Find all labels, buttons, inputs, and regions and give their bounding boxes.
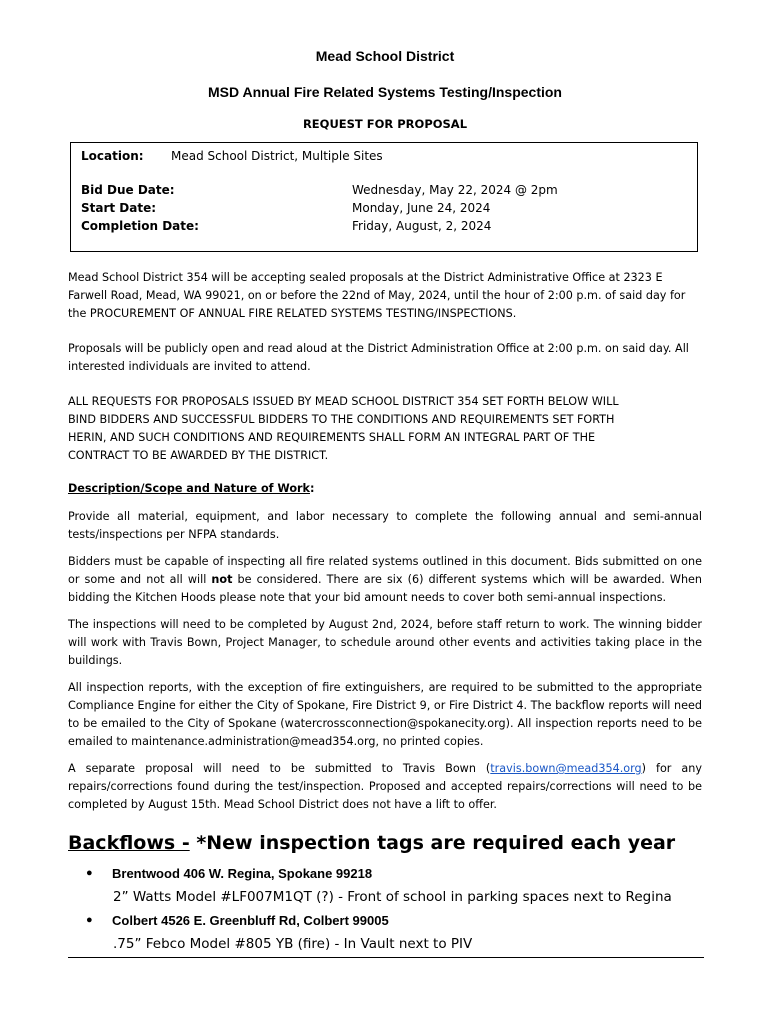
bid-due-value: Wednesday, May 22, 2024 @ 2pm [352,183,558,197]
backflows-heading-rest: *New inspection tags are required each year [189,832,676,854]
paragraph-bidders [68,553,702,607]
backflow-detail-2: .75” Febco Model #805 YB (fire) - In Vault next to PIV [113,936,473,952]
bidders-text-a: Bidders must be capable of inspecting all fire related systems outlined in this document. Bids submitted on one or some and not all will [68,555,702,586]
bullet-icon: ● [86,867,93,879]
backflow-site-1 [88,866,372,881]
completion-date-value: Friday, August, 2, 2024 [352,219,492,233]
scope-heading: Description/Scope and Nature of Work [68,482,310,495]
conditions-line-1: ALL REQUESTS FOR PROPOSALS ISSUED BY MEAD SCHOOL DISTRICT 354 SET FORTH BELOW WILL [68,395,619,408]
bid-due-label: Bid Due Date: [81,183,175,197]
location-label: Location: [81,149,144,163]
bullet-icon: ● [86,914,93,926]
conditions-line-2: BIND BIDDERS AND SUCCESSFUL BIDDERS TO THE CONDITIONS AND REQUIREMENTS SET FORTH [68,413,615,426]
document-title: MSD Annual Fire Related Systems Testing/Inspection [208,84,562,100]
paragraph-intro: Mead School District 354 will be accepting sealed proposals at the District Administrative Office at 2323 E Farwell Road, Mead, WA 99021, on or before the 22nd of May, 2024, until the hour of 2:00 p.m. of said day for the PROCUREMENT OF ANNUAL FIRE RELATED SYSTEMS TESTING/INSPECTIONS. [68,271,686,320]
repairs-text-a: A separate proposal will need to be submitted to Travis Bown ( [68,762,491,775]
bidders-text-bold: not [211,573,233,586]
backflow-site-2 [88,913,389,928]
paragraph-repairs [68,760,702,814]
scope-heading-line [68,480,702,498]
conditions-line-4: CONTRACT TO BE AWARDED BY THE DISTRICT. [68,449,329,462]
paragraph-schedule: The inspections will need to be completed by August 2nd, 2024, before staff return to work. The winning bidder will work with Travis Bown, Project Manager, to schedule around other events and activities taking place in the buildings. [68,618,702,667]
email-link[interactable]: travis.bown@mead354.org [490,762,642,775]
location-value: Mead School District, Multiple Sites [171,149,383,163]
backflow-detail-1: 2” Watts Model #LF007M1QT (?) - Front of school in parking spaces next to Regina [113,889,672,905]
backflow-site-2-text: Colbert 4526 E. Greenbluff Rd, Colbert 99005 [112,913,389,928]
repairs-text-b: ) for any repairs/corrections found during the test/inspection. Proposed and accepted repairs/corrections will need to be completed by August 15th. Mead School District does not have a lift to offer. [68,762,702,811]
backflow-site-1-text: Brentwood 406 W. Regina, Spokane 99218 [112,866,373,881]
rfp-heading: REQUEST FOR PROPOSAL [302,117,468,131]
info-box [70,142,698,252]
start-date-label: Start Date: [81,201,157,215]
bidders-text-b: be considered. There are six (6) different systems which will be awarded. When bidding the Kitchen Hoods please note that your bid amount needs to cover both semi-annual inspections. [68,573,703,604]
backflows-heading-underlined: Backflows - [68,832,190,854]
conditions-line-3: HERIN, AND SUCH CONDITIONS AND REQUIREMENTS SHALL FORM AN INTEGRAL PART OF THE [68,431,596,444]
district-name: Mead School District [315,48,455,64]
scope-heading-colon: : [309,482,315,495]
paragraph-scope: Provide all material, equipment, and labor necessary to complete the following annual and semi-annual tests/inspections per NFPA standards. [68,510,702,541]
start-date-value: Monday, June 24, 2024 [352,201,491,215]
paragraph-opening: Proposals will be publicly open and read aloud at the District Administration Office at 2:00 p.m. on said day. All interested individuals are invited to attend. [68,342,689,373]
paragraph-reports: All inspection reports, with the exception of fire extinguishers, are required to be submitted to the appropriate Compliance Engine for either the City of Spokane, Fire District 9, or Fire District 4. The backflow reports will need to be emailed to the City of Spokane (watercrossconnection@spokanecity.org). All inspection reports need to be emailed to maintenance.administration@mead354.org, no printed copies. [68,681,702,748]
backflows-heading [68,832,675,854]
bottom-rule [68,957,704,958]
completion-date-label: Completion Date: [81,219,199,233]
paragraph-conditions [68,393,702,465]
